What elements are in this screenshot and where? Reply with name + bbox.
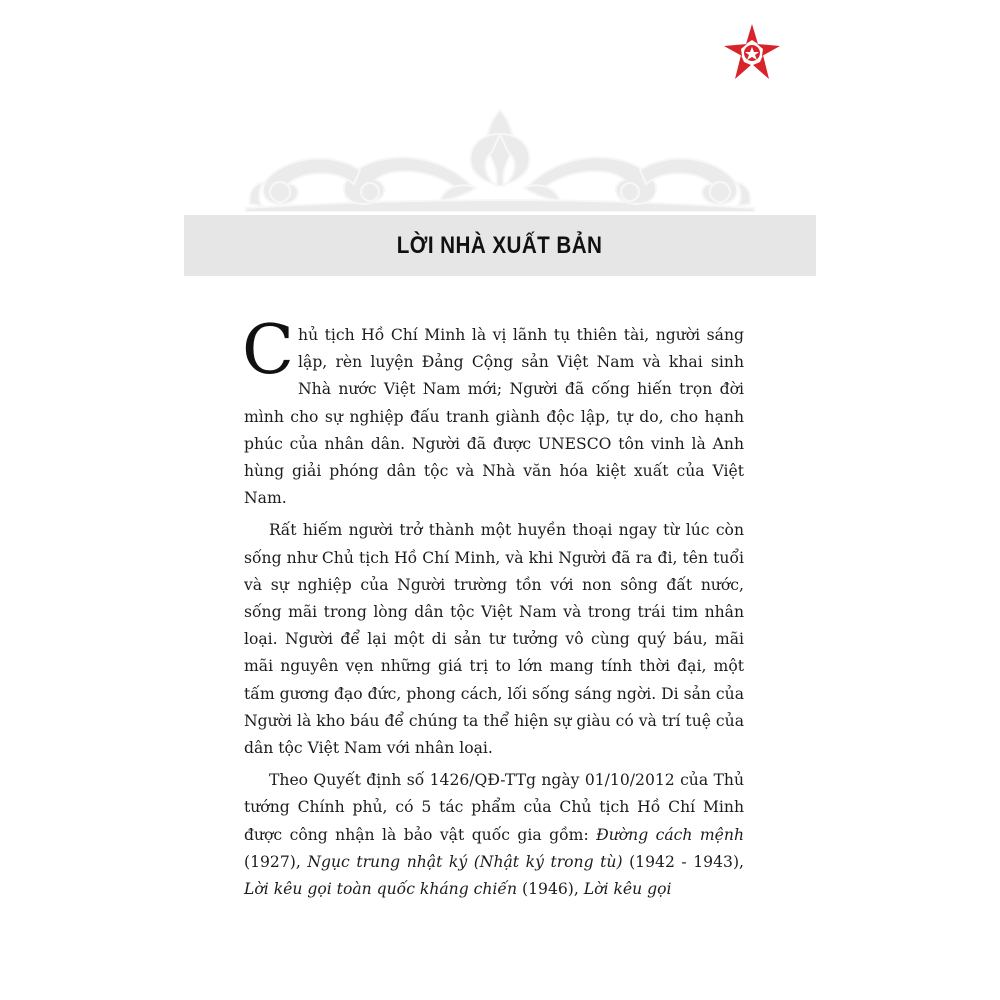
body-text bbox=[242, 311, 744, 908]
drop-cap: C bbox=[242, 311, 295, 390]
paragraph-1 bbox=[242, 311, 744, 512]
page-title: LỜI NHÀ XUẤT BẢN bbox=[397, 231, 603, 259]
scroll-ornament-icon bbox=[240, 104, 760, 212]
work-title-1: Đường cách mệnh bbox=[596, 825, 744, 844]
paragraph-3 bbox=[244, 767, 744, 903]
work-title-3: Lời kêu gọi toàn quốc kháng chiến bbox=[244, 880, 518, 899]
paragraph-2: Rất hiếm người trở thành một huyền thoại ngay từ lúc còn sống như Chủ tịch Hồ Chí Minh, và khi Người đã ra đi, tên tuổi và sự nghiệp của Người trường tồn với non sông đất nước, sống mãi trong lòng dân tộc Việt Nam và trong trái tim nhân loại. Người để lại một di sản tư tưởng vô cùng quý báu, mãi mãi nguyên vẹn những giá trị to lớn mang tính thời đại, một tấm gương đạo đức, phong cách, lối sống sáng ngời. Di sản của Người là kho báu để chúng ta thể hiện sự giàu có và trí tuệ của dân tộc Việt Nam với nhân loại. bbox=[244, 521, 744, 758]
p3-text-4: (1946), bbox=[517, 880, 584, 899]
paragraph-1-text: hủ tịch Hồ Chí Minh là vị lãnh tụ thiên tài, người sáng lập, rèn luyện Đảng Cộng sản Việt Nam và khai sinh Nhà nước Việt Nam mới; Người đã cống hiến trọn đời mình cho sự nghiệp đấu tranh giành độc lập, tự do, cho hạnh phúc của nhân dân. Người đã được UNESCO tôn vinh là Anh hùng giải phóng dân tộc và Nhà văn hóa kiệt xuất của Việt Nam. bbox=[244, 326, 744, 508]
p3-text-1: Theo Quyết định số 1426/QĐ-TTg ngày 01/10/2012 của Thủ tướng Chính phủ, có 5 tác phẩm của Chủ tịch Hồ Chí Minh được công nhận là bảo vật quốc gia gồm: bbox=[244, 771, 744, 844]
work-title-2: Ngục trung nhật ký (Nhật ký trong tù) bbox=[307, 852, 623, 871]
p3-text-3: (1942 - 1943), bbox=[622, 852, 744, 871]
publisher-logo-icon bbox=[722, 22, 782, 82]
p3-text-2: (1927), bbox=[244, 852, 308, 871]
work-title-4: Lời kêu gọi bbox=[583, 880, 672, 899]
title-band bbox=[184, 215, 816, 276]
